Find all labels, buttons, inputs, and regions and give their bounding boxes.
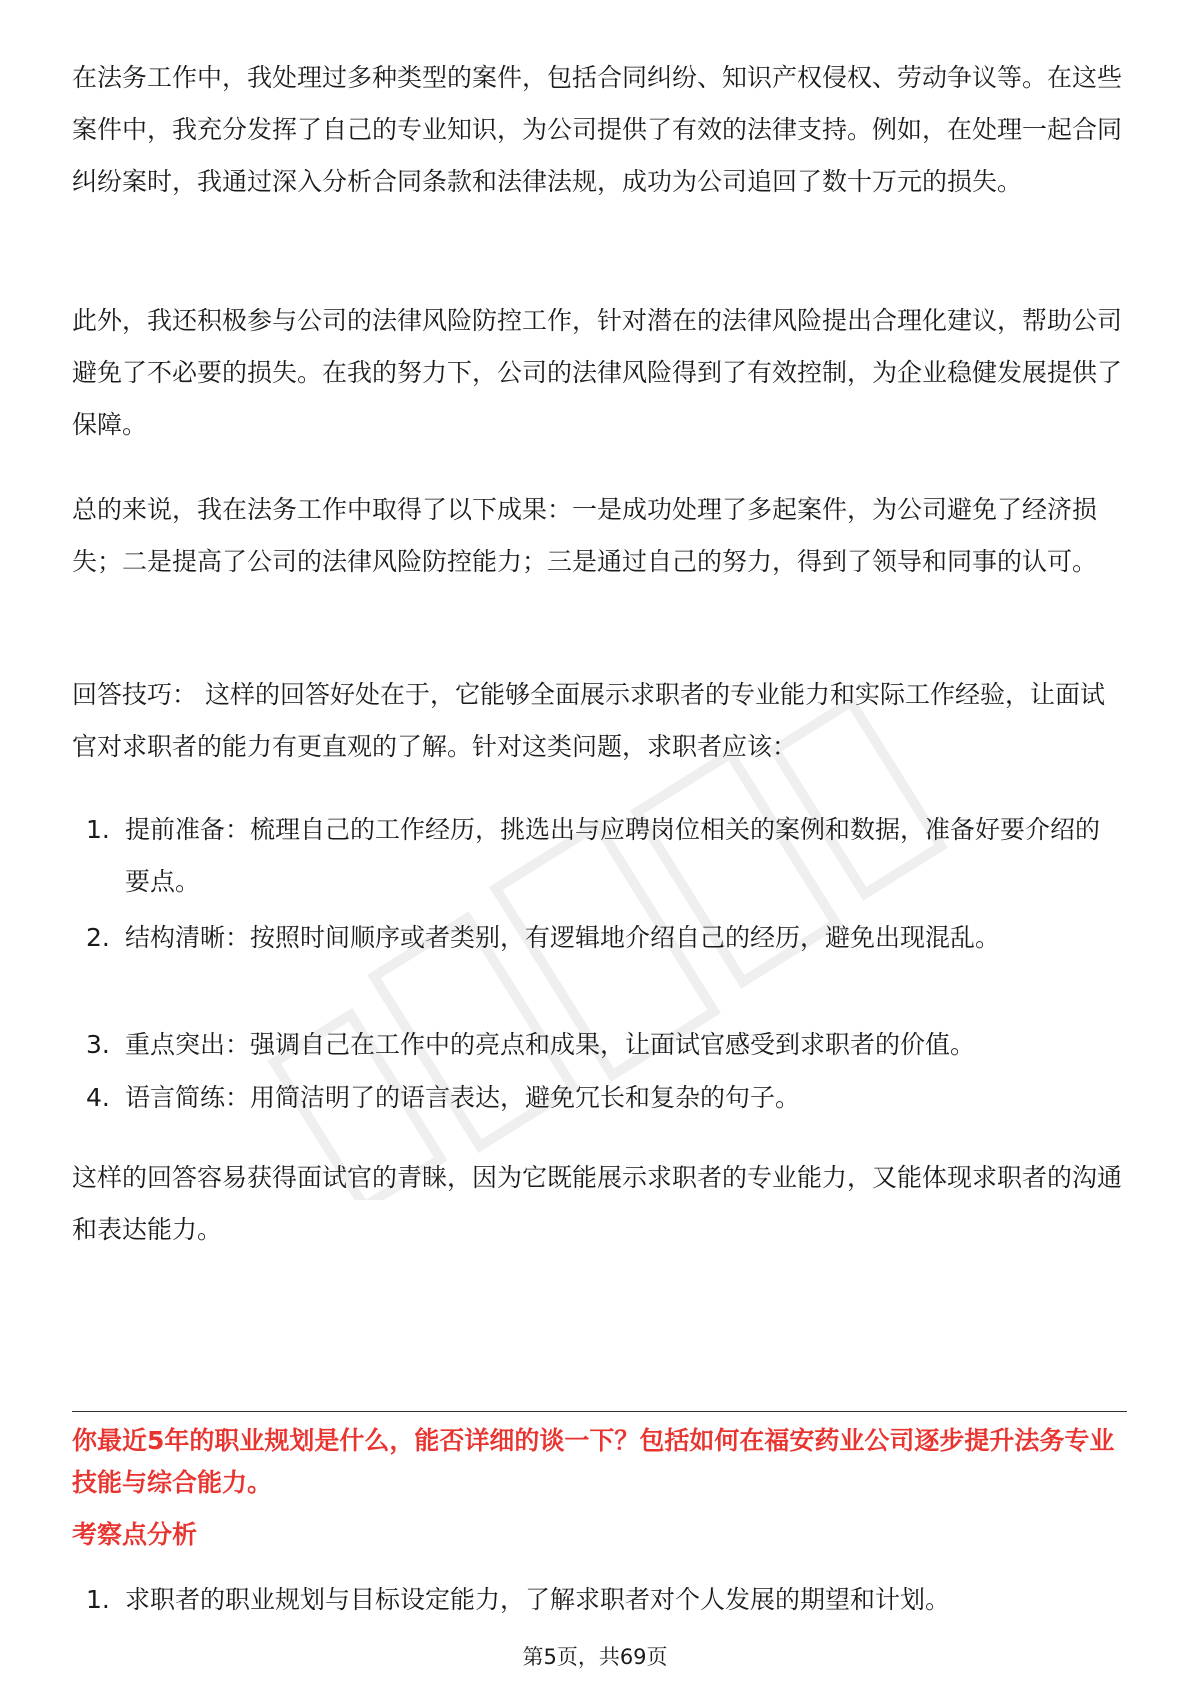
list-item-number: 3. — [86, 1030, 110, 1059]
section-heading: 考察点分析 — [72, 1520, 198, 1549]
paragraph-case-handling: 在法务工作中，我处理过多种类型的案件，包括合同纠纷、知识产权侵权、劳动争议等。在这些案件中，我充分发挥了自己的专业知识，为公司提供了有效的法律支持。例如，在处理一起合同纠纷案时，我通过深入分析合同条款和法律法规，成功为公司追回了数十万元的损失。 — [72, 63, 1123, 196]
list-item-text: 结构清晰：按照时间顺序或者类别，有逻辑地介绍自己的经历，避免出现混乱。 — [125, 923, 1001, 952]
section-divider — [72, 1411, 1127, 1412]
page-footer: 第5页，共69页 — [522, 1645, 668, 1669]
list-item-number: 1. — [86, 815, 110, 844]
list-item-text: 求职者的职业规划与目标设定能力，了解求职者对个人发展的期望和计划。 — [125, 1585, 951, 1614]
list-item-number: 4. — [86, 1083, 110, 1112]
paragraph-risk-control: 此外，我还积极参与公司的法律风险防控工作，针对潜在的法律风险提出合理化建议，帮助公司避免了不必要的损失。在我的努力下，公司的法律风险得到了有效控制，为企业稳健发展提供了保障。 — [72, 306, 1123, 439]
list-item-text: 语言简练：用简洁明了的语言表达，避免冗长和复杂的句子。 — [125, 1083, 801, 1112]
paragraph-answer-tips: 回答技巧： 这样的回答好处在于，它能够全面展示求职者的专业能力和实际工作经验，让面试官对求职者的能力有更直观的了解。针对这类问题，求职者应该： — [72, 680, 1105, 761]
list-item-number: 1. — [86, 1585, 110, 1614]
list-item-number: 2. — [86, 923, 110, 952]
list-item-text: 提前准备：梳理自己的工作经历，挑选出与应聘岗位相关的案例和数据，准备好要介绍的要点。 — [125, 815, 1101, 896]
list-item-text: 重点突出：强调自己在工作中的亮点和成果，让面试官感受到求职者的价值。 — [125, 1030, 976, 1059]
paragraph-summary: 总的来说，我在法务工作中取得了以下成果：一是成功处理了多起案件，为公司避免了经济损失；二是提高了公司的法律风险防控能力；三是通过自己的努力，得到了领导和同事的认可。 — [72, 495, 1098, 576]
question-heading: 你最近5年的职业规划是什么，能否详细的谈一下？包括如何在福安药业公司逐步提升法务专业技能与综合能力。 — [72, 1426, 1115, 1497]
paragraph-closing: 这样的回答容易获得面试官的青睐，因为它既能展示求职者的专业能力，又能体现求职者的沟通和表达能力。 — [72, 1163, 1123, 1244]
